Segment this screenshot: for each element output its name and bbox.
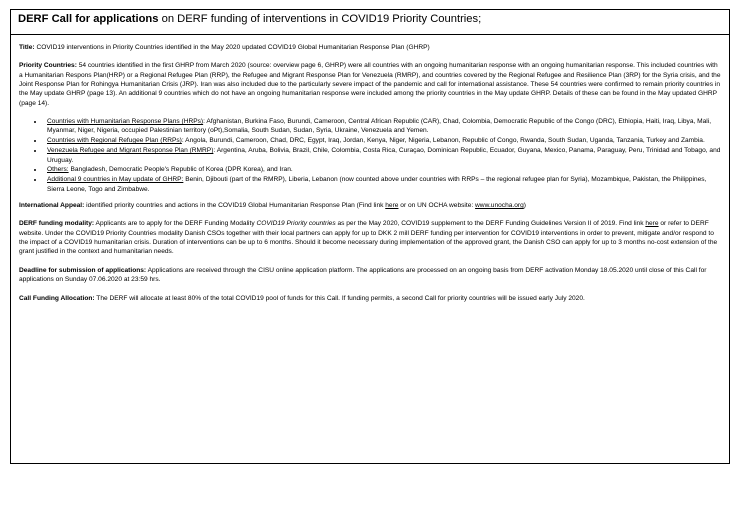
title-label: Title:	[19, 44, 35, 51]
funding-modality-paragraph	[19, 219, 723, 256]
modality-label: DERF funding modality:	[19, 220, 95, 228]
header-title: DERF Call for applications	[18, 13, 159, 25]
allocation-label: Call Funding Allocation:	[19, 294, 95, 302]
list-item-label: Countries with Humanitarian Response Plans (HRPs)	[47, 118, 204, 126]
list-item-text: Benin, Djibouti (part of the RMRP), Liberia, Lebanon (now counted above under countries with RRPs – the regional refugee plan for Syria), Mozambique, Pakistan, the Philippines, Sierra Leone, Togo and Zimbabwe.	[47, 176, 707, 193]
list-item-label: Additional 9 countries in May update of GHRP:	[47, 176, 184, 184]
list-item	[44, 165, 723, 174]
list-item-label: Venezuela Refugee and Migrant Response Plan (RMRP)	[47, 147, 214, 155]
priority-text: 54 countries identified in the first GHRP from March 2020 (source: overview page 6, GHRP) were all countries with an ongoing humanitarian response with an ongoing humanitarian response. This included countries with a Humanitarian Respons Plan(HRP) or a Regional Refugee Plan (RRP), the Refugee and Migrant Response Plan for Venezuela (RMRP), and countries covered by the Regional Refugee and Resilience Plan (3RP) for the Syria crisis, and the Joint Response Plan for Rohingya Humanitarian Crisis (JRP). Iran was also included due to the particularly severe impact of the pandemic and call for international assistance. These 54 countries were confirmed to remain priority countries in the May update GHRP (page 13). An additional 9 countries which do not have an ongoing humanitarian response were included among the priority countries in the May update GHRP. Details of these can be found in the May updated GHRP (page 14).	[19, 62, 721, 107]
modality-name: COVID19 Priority countries	[256, 220, 336, 228]
appeal-text: )	[523, 201, 526, 209]
ghrp-link[interactable]: here	[385, 201, 399, 209]
list-item-label: Others:	[47, 166, 69, 174]
unocha-link[interactable]: www.unocha.org	[475, 201, 524, 209]
guidelines-link[interactable]: here	[645, 220, 659, 228]
international-appeal-paragraph	[19, 201, 723, 210]
appeal-label: International Appeal:	[19, 201, 85, 209]
title-paragraph	[19, 43, 723, 52]
priority-countries-paragraph	[19, 61, 723, 107]
modality-text: as per the May 2020, COVID19 supplement to the DERF Funding Guidelines Version II of 2019. Find link	[335, 220, 646, 228]
list-item	[44, 117, 723, 136]
list-item	[44, 146, 723, 165]
list-item-text: : Angola, Burundi, Cameroon, Chad, DRC, Egypt, Iraq, Jordan, Kenya, Niger, Nigeria, Lebanon, Republic of Congo, Rwanda, South Sudan, Uganda, Tanzania, Turkey and Zambia.	[181, 137, 705, 145]
list-item	[44, 136, 723, 145]
list-item-label: Countries with Regional Refugee Plan (RRPs)	[47, 137, 182, 145]
document-body	[19, 43, 723, 312]
appeal-text: or on UN OCHA website:	[398, 201, 476, 209]
deadline-text: Applications are received through the CISU online application platform. The applications are processed on an ongoing basis from DERF activation Monday 18.05.2020 until close of this Call for applications on Sunday 07.06.2020 at 23:59 hrs.	[19, 266, 707, 284]
list-item-text: Bangladesh, Democratic People's Republic of Korea (DPR Korea), and Iran.	[68, 166, 293, 174]
modality-text: or refer to DERF website. Under the COVID19 Priority Countries modality Danish CSOs together with their local partners can apply for up to DKK 2 mill DERF funding per intervention for COVID19 interventions in order to prevent, mitigate and/or respond to the impact of a COVID19 humanitarian crisis. Duration of interventions can be up to 6 months. Should it become necessary during implementation of the approved grant, the Danish CSO can apply for up to 3 months no-cost extension of the grant justified in the context and humanitarian needs.	[19, 220, 718, 256]
document-header	[11, 10, 729, 35]
appeal-text: identified priority countries and actions in the COVID19 Global Humanitarian Response Plan (Find link	[84, 201, 386, 209]
title-text: COVID19 interventions in Priority Countries identified in the May 2020 updated COVID19 Global Humanitarian Response Plan (GHRP)	[34, 44, 430, 51]
deadline-label: Deadline for submission of applications:	[19, 266, 147, 274]
list-item-text: : Afghanistan, Burkina Faso, Burundi, Cameroon, Central African Republic (CAR), Chad, Colombia, Democratic Republic of the Congo (DRC), Ethiopia, Haiti, Iraq, Libya, Mali, Myanmar, Niger, Nigeria, occupied Palestinian territory (oPt),Somalia, South Sudan, Sudan, Syria, Ukraine, Venezuela and Yemen.	[47, 118, 712, 135]
list-item-text: : Argentina, Aruba, Bolivia, Brazil, Chile, Colombia, Costa Rica, Curaçao, Dominican Republic, Ecuador, Guyana, Mexico, Panama, Paraguay, Peru, Trinidad and Tobago, and Uruguay.	[47, 147, 721, 164]
header-subtitle: on DERF funding of interventions in COVID19 Priority Countries;	[158, 13, 482, 25]
allocation-text: The DERF will allocate at least 80% of the total COVID19 pool of funds for this Call. If funding permits, a second Call for priority countries will be issued early July 2020.	[94, 294, 585, 302]
deadline-paragraph	[19, 266, 723, 285]
funding-allocation-paragraph	[19, 294, 723, 303]
modality-text: Applicants are to apply for the DERF Funding Modality	[94, 220, 257, 228]
priority-label: Priority Countries:	[19, 62, 77, 70]
document-frame	[10, 9, 730, 464]
list-item	[44, 175, 723, 194]
country-group-list	[19, 117, 723, 194]
